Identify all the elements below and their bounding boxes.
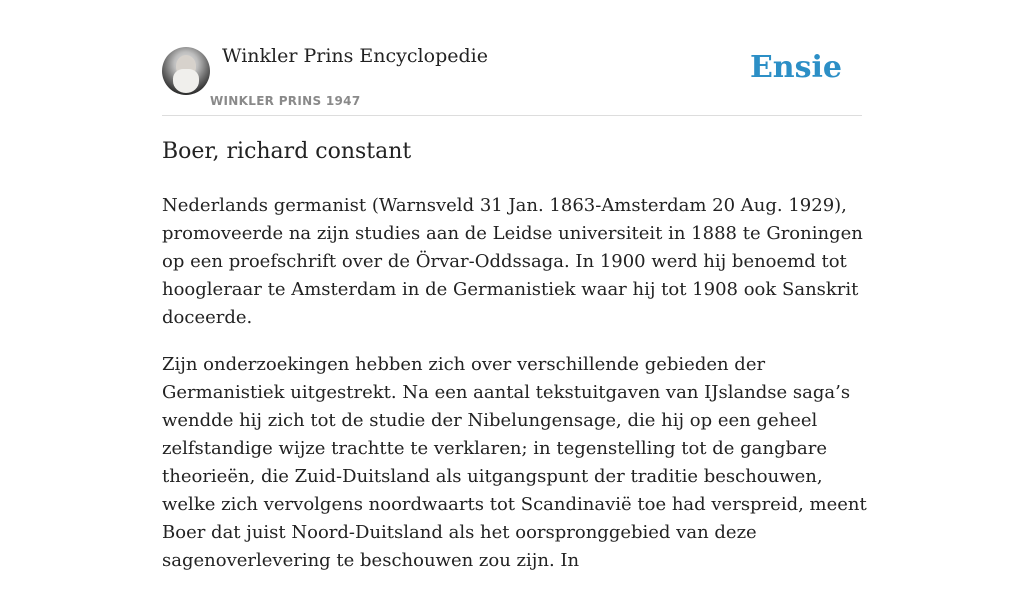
page-header bbox=[162, 0, 862, 116]
article-body bbox=[162, 192, 874, 594]
article-title: Boer, richard constant bbox=[162, 139, 412, 164]
article-paragraph-2: Zijn onderzoekingen hebben zich over verschillende gebieden der Germanistiek uitgestrekt. Na een aantal tekstuitgaven van IJslandse saga’s wendde hij zich tot de studie der Nibelungensage, die hij op een geheel zelfstandige wijze trachtte te verklaren; in tegenstelling tot de gangbare theorieën, die Zuid-Duitsland als uitgangspunt der traditie beschouwen, welke zich vervolgens noordwaarts tot Scandinavië toe had verspreid, meent Boer dat juist Noord-Duitsland als het oorspronggebied van deze sagenoverlevering te beschouwen zou zijn. In bbox=[162, 354, 867, 571]
site-title[interactable]: Winkler Prins Encyclopedie bbox=[222, 45, 488, 67]
article-paragraph-1: Nederlands germanist (Warnsveld 31 Jan. 1863-Amsterdam 20 Aug. 1929), promoveerde na zijn studies aan de Leidse universiteit in 1888 te Groningen op een proefschrift over de Örvar-Oddssaga. In 1900 werd hij benoemd tot hoogleraar te Amsterdam in de Germanistiek waar hij tot 1908 ook Sanskrit doceerde. bbox=[162, 195, 863, 328]
avatar-beard bbox=[173, 69, 199, 93]
portrait-avatar-icon[interactable] bbox=[162, 47, 210, 95]
source-label: WINKLER PRINS 1947 bbox=[210, 94, 361, 108]
brand-logo[interactable]: Ensie bbox=[749, 50, 842, 85]
